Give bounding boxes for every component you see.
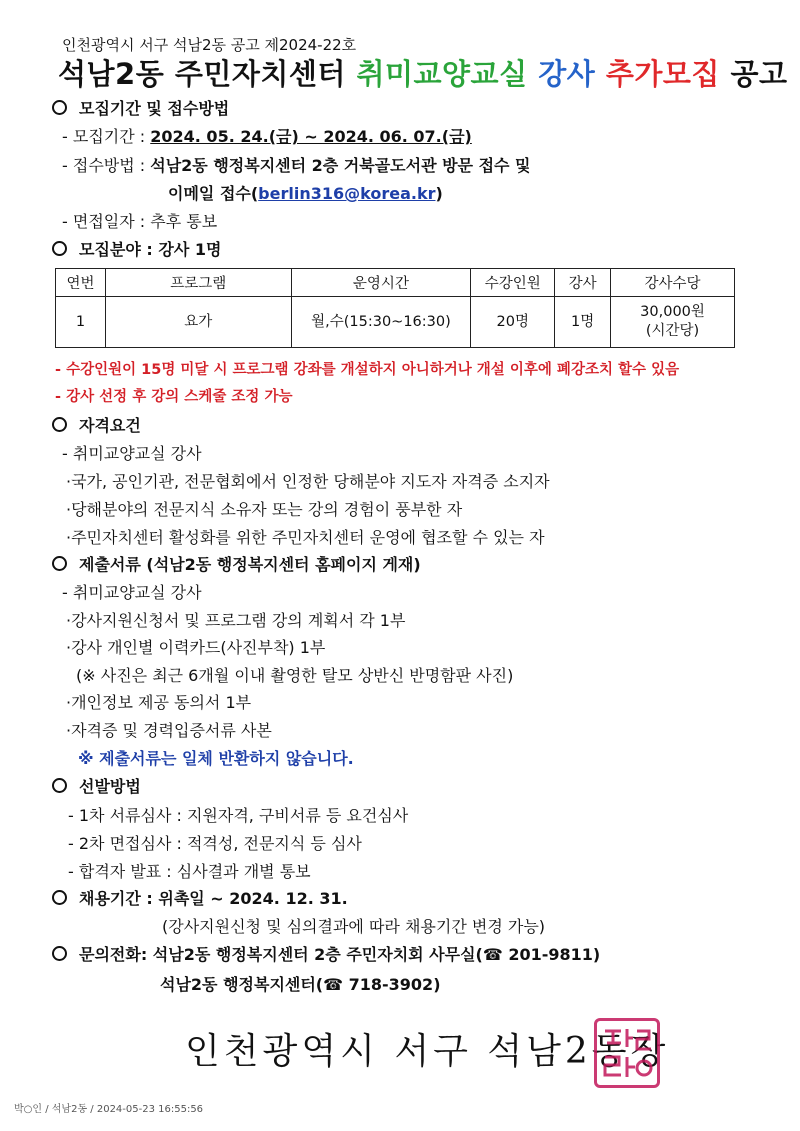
table-header-row: [56, 269, 735, 297]
list-item: - 취미교양교실 강사: [62, 444, 202, 463]
table-cell: 월,수(15:30~16:30): [291, 297, 471, 348]
circle-bullet-icon: [52, 100, 67, 115]
list-item: ·주민자치센터 활성화를 위한 주민자치센터 운영에 협조할 수 있는 자: [66, 528, 545, 547]
list-item: ·강사지원신청서 및 프로그램 강의 계획서 각 1부: [66, 611, 406, 630]
email-link[interactable]: berlin316@korea.kr: [258, 184, 436, 203]
table-cell: 요가: [105, 297, 291, 348]
title-main: 석남2동 주민자치센터: [58, 57, 357, 91]
employment-note: (강사지원신청 및 심의결과에 따라 채용기간 변경 가능): [162, 917, 546, 936]
circle-bullet-icon: [52, 556, 67, 571]
note-schedule: - 강사 선정 후 강의 스케줄 조정 가능: [55, 389, 293, 405]
list-item: ·개인정보 제공 동의서 1부: [66, 693, 252, 712]
circle-bullet-icon: [52, 417, 67, 432]
section-qualification-heading: 자격요건: [52, 413, 141, 436]
list-item: ·당해분야의 전문지식 소유자 또는 강의 경험이 풍부한 자: [66, 500, 463, 519]
table-header: 운영시간: [291, 269, 471, 297]
list-item: - 취미교양교실 강사: [62, 583, 202, 602]
table-header: 프로그램: [105, 269, 291, 297]
recruit-period-value: 2024. 05. 24.(금) ~ 2024. 06. 07.(금): [150, 127, 472, 146]
list-item: ·국가, 공인기관, 전문협회에서 인정한 당해분야 지도자 자격증 소지자: [66, 472, 550, 491]
circle-bullet-icon: [52, 241, 67, 256]
table-header: 수강인원: [471, 269, 555, 297]
list-item: (※ 사진은 최근 6개월 이내 촬영한 탈모 상반신 반명함판 사진): [76, 666, 514, 685]
list-item: - 1차 서류심사 : 지원자격, 구비서류 등 요건심사: [68, 806, 409, 825]
notice-number: 인천광역시 서구 석남2동 공고 제2024-22호: [62, 36, 357, 54]
title-program: 취미교양교실: [356, 57, 528, 91]
list-item: - 2차 면접심사 : 적격성, 전문지식 등 심사: [68, 834, 362, 853]
table-row: [56, 297, 735, 348]
table-cell: 1명: [555, 297, 611, 348]
contact-line2: 석남2동 행정복지센터(☎ 718-3902): [160, 975, 441, 994]
recruit-method-email: 이메일 접수(berlin316@korea.kr): [168, 184, 443, 203]
list-item: ·강사 개인별 이력카드(사진부착) 1부: [66, 638, 326, 657]
table-cell: 30,000원 (시간당): [611, 297, 735, 348]
table-header: 연번: [56, 269, 106, 297]
official-seal-icon: [594, 1018, 660, 1088]
section-employment-heading: 채용기간 : 위촉일 ~ 2024. 12. 31.: [52, 886, 348, 909]
circle-bullet-icon: [52, 778, 67, 793]
table-header: 강사: [555, 269, 611, 297]
recruit-period: - 모집기간 : 2024. 05. 24.(금) ~ 2024. 06. 07.(금): [62, 127, 472, 146]
document-title: [58, 52, 788, 93]
recruit-method: - 접수방법 : 석남2동 행정복지센터 2층 거북골도서관 방문 접수 및: [62, 156, 531, 175]
section-contact-heading: 문의전화: 석남2동 행정복지센터 2층 주민자치회 사무실(☎ 201-9811): [52, 942, 600, 965]
title-additional: 추가모집: [605, 57, 720, 91]
section-selection-heading: 선발방법: [52, 774, 141, 797]
interview-date: - 면접일자 : 추후 통보: [62, 212, 218, 231]
section-field-heading: 모집분야 : 강사 1명: [52, 237, 221, 260]
table-cell: 1: [56, 297, 106, 348]
issuer-signature: 인천광역시 서구 석남2동장: [185, 1031, 670, 1072]
print-stamp: 박○인 / 석남2동 / 2024-05-23 16:55:56: [14, 1104, 204, 1115]
section-documents-heading: 제출서류 (석남2동 행정복지센터 홈페이지 게재): [52, 552, 421, 575]
title-instructor: 강사: [538, 57, 596, 91]
title-notice: 공고: [730, 57, 788, 91]
program-table: [55, 268, 735, 348]
table-cell: 20명: [471, 297, 555, 348]
documents-warning: ※ 제출서류는 일체 반환하지 않습니다.: [78, 749, 354, 768]
list-item: ·자격증 및 경력입증서류 사본: [66, 721, 272, 740]
table-header: 강사수당: [611, 269, 735, 297]
circle-bullet-icon: [52, 890, 67, 905]
circle-bullet-icon: [52, 946, 67, 961]
note-cancellation: - 수강인원이 15명 미달 시 프로그램 강좌를 개설하지 아니하거나 개설 이후에 폐강조치 할수 있음: [55, 362, 680, 378]
section-recruit-heading: 모집기간 및 접수방법: [52, 96, 229, 119]
list-item: - 합격자 발표 : 심사결과 개별 통보: [68, 862, 311, 881]
seal-graphic: [597, 1021, 657, 1085]
